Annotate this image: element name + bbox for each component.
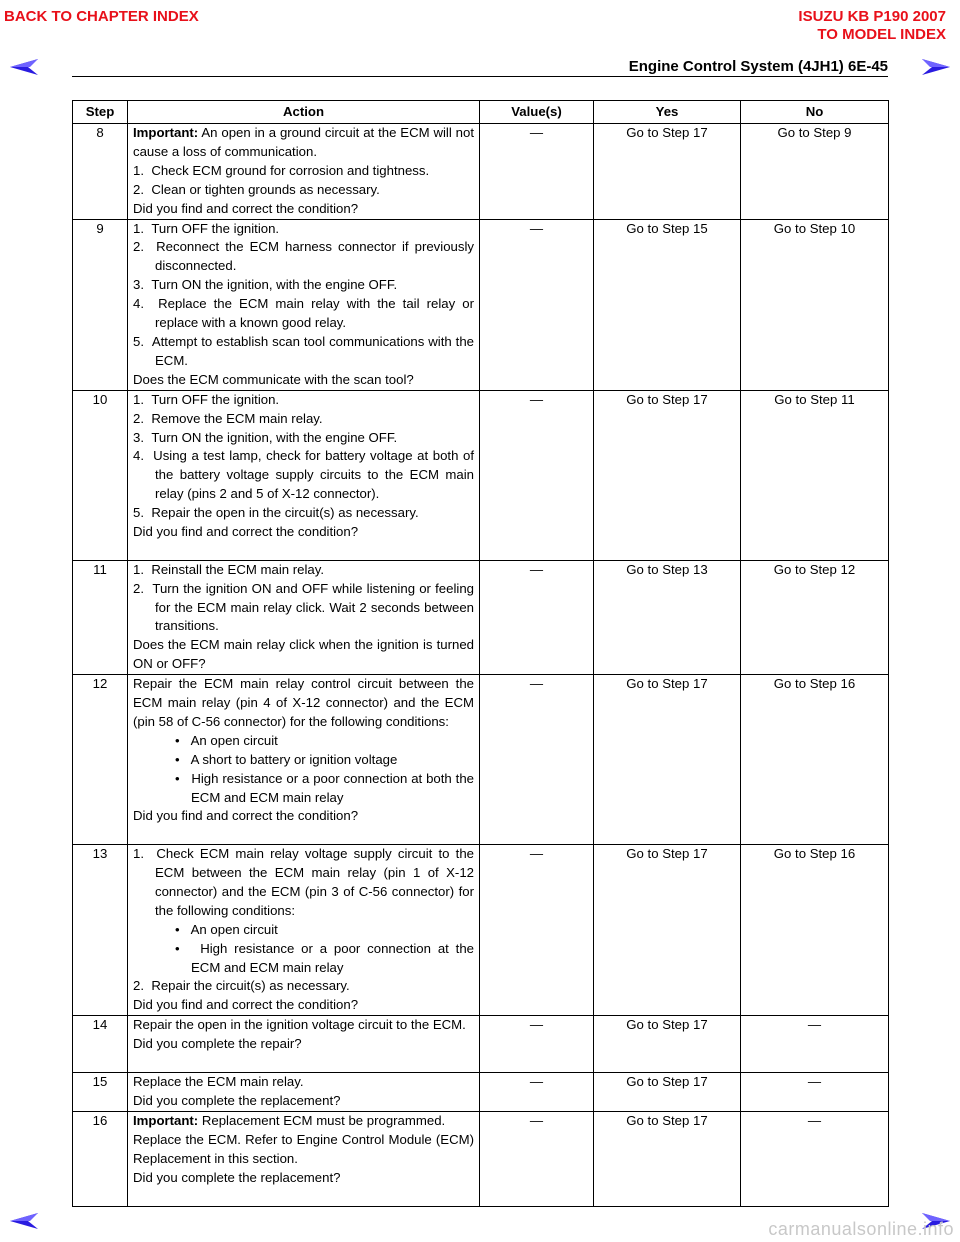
action-text: Replace the ECM main relay. — [133, 1074, 304, 1090]
action-item: 2. Remove the ECM main relay. — [133, 410, 323, 426]
no-cell: Go to Step 16 — [741, 675, 889, 845]
action-item: 2. Reconnect the ECM harness connector if previously disconnected. — [133, 239, 474, 274]
table-row — [73, 1016, 889, 1073]
action-cell — [128, 390, 480, 560]
table-row — [73, 219, 889, 390]
action-item: 4. Replace the ECM main relay with the tail relay or replace with a known good relay. — [133, 296, 474, 331]
action-text: Repair the open in the ignition voltage circuit to the ECM. — [133, 1017, 466, 1033]
action-cell — [128, 560, 480, 674]
value-cell: — — [480, 845, 594, 1016]
action-cell — [128, 845, 480, 1016]
step-number: 9 — [73, 219, 128, 390]
action-item: 1. Reinstall the ECM main relay. — [133, 561, 325, 577]
important-note: An open in a ground circuit at the ECM will not cause a loss of communication. — [133, 125, 474, 159]
value-cell: — — [480, 1073, 594, 1112]
yes-cell: Go to Step 17 — [594, 675, 741, 845]
action-question: Does the ECM main relay click when the ignition is turned ON or OFF? — [133, 637, 474, 672]
action-question: Did you complete the replacement? — [133, 1169, 341, 1185]
table-row — [73, 124, 889, 220]
action-question: Did you find and correct the condition? — [133, 200, 359, 216]
model-index-label[interactable]: TO MODEL INDEX — [817, 26, 946, 43]
action-item: 3. Turn ON the ignition, with the engine OFF. — [133, 429, 398, 445]
action-question: Did you find and correct the condition? — [133, 997, 359, 1013]
step-number: 10 — [73, 390, 128, 560]
back-to-chapter-index-link[interactable]: BACK TO CHAPTER INDEX — [4, 8, 199, 25]
yes-cell: Go to Step 17 — [594, 845, 741, 1016]
action-text: Replace the ECM. Refer to Engine Control Module (ECM) Replacement in this section. — [133, 1132, 474, 1166]
action-item: 1. Turn OFF the ignition. — [133, 391, 280, 407]
no-cell: — — [741, 1073, 889, 1112]
action-cell — [128, 124, 480, 220]
action-cell — [128, 1073, 480, 1112]
table-row — [73, 845, 889, 1016]
action-cell — [128, 1112, 480, 1207]
action-bullet: • High resistance or a poor connection at both the ECM and ECM main relay — [175, 770, 475, 805]
step-number: 14 — [73, 1016, 128, 1073]
action-bullet: • An open circuit — [175, 732, 278, 748]
action-intro: Repair the ECM main relay control circuit between the ECM main relay (pin 4 of X-12 connector) and the ECM (pin 58 of C-56 connector) for the following conditions: — [133, 676, 474, 729]
action-item: 1. Check ECM main relay voltage supply circuit to the ECM between the ECM main relay (pin 1 of X-12 connector) and the ECM (pin 3 of C-56 connector) for the following conditions: — [133, 846, 474, 918]
value-cell: — — [480, 675, 594, 845]
step-number: 16 — [73, 1112, 128, 1207]
action-item: 5. Attempt to establish scan tool communications with the ECM. — [133, 333, 474, 368]
brand-title: ISUZU KB P190 2007 — [798, 8, 946, 25]
no-cell: — — [741, 1016, 889, 1073]
table-row — [73, 675, 889, 845]
action-question: Did you complete the repair? — [133, 1036, 302, 1052]
header-step: Step — [73, 101, 128, 124]
step-number: 15 — [73, 1073, 128, 1112]
action-item: 3. Turn ON the ignition, with the engine OFF. — [133, 277, 398, 293]
table-row — [73, 1112, 889, 1207]
value-cell: — — [480, 1016, 594, 1073]
step-number: 11 — [73, 560, 128, 674]
table-row — [73, 1073, 889, 1112]
action-item: 4. Using a test lamp, check for battery voltage at both of the battery voltage supply circuits to the ECM main relay (pins 2 and 5 of X-12 connector). — [133, 448, 474, 502]
diagnostic-steps-table — [72, 100, 889, 1207]
important-label: Important: — [133, 125, 199, 140]
yes-cell: Go to Step 17 — [594, 390, 741, 560]
step-number: 13 — [73, 845, 128, 1016]
action-bullet: • An open circuit — [175, 921, 278, 937]
action-item: 2. Turn the ignition ON and OFF while listening or feeling for the ECM main relay click. Wait 2 seconds between transitions. — [133, 580, 474, 634]
no-cell: Go to Step 11 — [741, 390, 889, 560]
action-cell — [128, 1016, 480, 1073]
table-header-row — [73, 101, 889, 124]
value-cell: — — [480, 560, 594, 674]
action-item: 2. Repair the circuit(s) as necessary. — [133, 978, 350, 994]
action-item: 2. Clean or tighten grounds as necessary. — [133, 181, 380, 197]
value-cell: — — [480, 124, 594, 220]
to-model-index-link[interactable] — [798, 8, 946, 44]
yes-cell: Go to Step 17 — [594, 1073, 741, 1112]
action-item: 5. Repair the open in the circuit(s) as necessary. — [133, 505, 419, 521]
action-cell — [128, 675, 480, 845]
page-header: Engine Control System (4JH1) 6E-45 — [628, 58, 888, 75]
no-cell: Go to Step 9 — [741, 124, 889, 220]
next-page-arrow-icon[interactable] — [922, 58, 950, 76]
step-number: 8 — [73, 124, 128, 220]
header-no: No — [741, 101, 889, 124]
action-question: Did you find and correct the condition? — [133, 808, 359, 824]
action-question: Did you find and correct the condition? — [133, 524, 359, 540]
no-cell: Go to Step 10 — [741, 219, 889, 390]
action-question: Did you complete the replacement? — [133, 1093, 341, 1109]
action-question: Does the ECM communicate with the scan tool? — [133, 371, 414, 387]
table-row — [73, 560, 889, 674]
yes-cell: Go to Step 17 — [594, 1112, 741, 1207]
header-values: Value(s) — [480, 101, 594, 124]
step-number: 12 — [73, 675, 128, 845]
value-cell: — — [480, 1112, 594, 1207]
action-bullet: • High resistance or a poor connection at the ECM and ECM main relay — [175, 940, 475, 975]
important-label: Important: — [133, 1113, 199, 1129]
header-yes: Yes — [594, 101, 741, 124]
no-cell: Go to Step 12 — [741, 560, 889, 674]
yes-cell: Go to Step 17 — [594, 1016, 741, 1073]
no-cell: — — [741, 1112, 889, 1207]
prev-page-arrow-bottom-icon[interactable] — [10, 1212, 38, 1230]
table-row — [73, 390, 889, 560]
watermark: carmanualsonline.info — [768, 1219, 954, 1239]
action-item: 1. Turn OFF the ignition. — [133, 220, 280, 236]
action-bullet: • A short to battery or ignition voltage — [175, 751, 398, 767]
value-cell: — — [480, 219, 594, 390]
action-cell — [128, 219, 480, 390]
yes-cell: Go to Step 17 — [594, 124, 741, 220]
action-item: 1. Check ECM ground for corrosion and tightness. — [133, 162, 430, 178]
yes-cell: Go to Step 13 — [594, 560, 741, 674]
value-cell: — — [480, 390, 594, 560]
important-note: Replacement ECM must be programmed. — [198, 1113, 446, 1129]
no-cell: Go to Step 16 — [741, 845, 889, 1016]
yes-cell: Go to Step 15 — [594, 219, 741, 390]
header-action: Action — [128, 101, 480, 124]
header-divider — [72, 76, 888, 77]
